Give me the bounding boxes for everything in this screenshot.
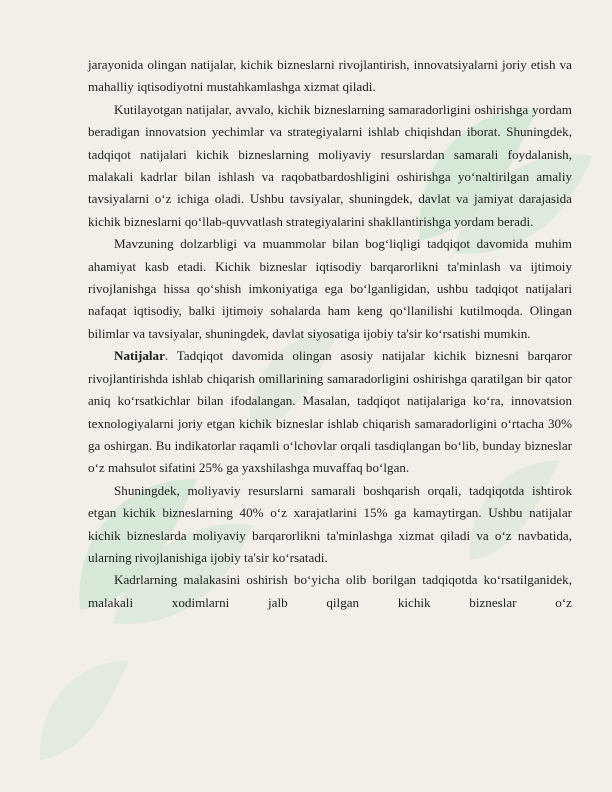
paragraph-text: . Tadqiqot davomida olingan asosiy natijalar kichik biznesni barqaror rivojlantirishda ishlab chiqarish omillarining samaradorligini oshirishga qaratilgan bir qator aniq ko‘rsatkichlar bilan ifodalangan. Masalan, tadqiqot natijalariga ko‘ra, innovatsion texnologiyalarni joriy etgan kichik bizneslar ishlab chiqarish samaradorligini o‘rtacha 30% ga oshirgan. Bu indikatorlar raqamli o‘lchovlar orqali tasdiqlangan bo‘lib, bunday bizneslar o‘z mahsulot sifatini 25% ga yaxshilashga muvaffaq bo‘lgan. (88, 348, 572, 476)
paragraph-text: Mavzuning dolzarbligi va muammolar bilan bog‘liqligi tadqiqot davomida muhim ahamiyat kasb etadi. Kichik bizneslar iqtisodiy barqarorlikni ta'minlash va ijtimoiy rivojlanishga hissa qo‘shish imkoniyatiga ega bo‘lganligidan, ushbu tadqiqot natijalari nafaqat iqtisodiy, balki ijtimoiy sohalarda ham keng qo‘llanilishi kutilmoqda. Olingan bilimlar va tavsiyalar, shuningdek, davlat siyosatiga ijobiy ta'sir ko‘rsatishi mumkin. (88, 236, 572, 341)
paragraph-2 (88, 99, 572, 233)
document-page (88, 54, 572, 614)
results-heading: Natijalar (114, 348, 165, 364)
paragraph-1 (88, 54, 572, 99)
paragraph-text: Kutilayotgan natijalar, avvalo, kichik bizneslarning samaradorligini oshirishga yordam beradigan innovatsion yechimlar va strategiyalarni ishlab chiqishdan iborat. Shuningdek, tadqiqot natijalari kichik bizneslarning moliyaviy resurslardan samarali foydalanish, malakali kadrlar bilan ishlash va raqobatbardoshligini oshirishga yo‘naltirilgan amaliy tavsiyalarni o‘z ichiga oladi. Ushbu tavsiyalar, shuningdek, davlat va jamiyat darajasida kichik bizneslarni qo‘llab-quvvatlash strategiyalarini shakllantirishga yordam beradi. (88, 101, 572, 229)
paragraph-5 (88, 480, 572, 570)
paragraph-3 (88, 233, 572, 345)
paragraph-text: Shuningdek, moliyaviy resurslarni samarali boshqarish orqali, tadqiqotda ishtirok etgan kichik bizneslarning 40% o‘z xarajatlarini 15% ga kamaytirgan. Ushbu natijalar kichik bizneslarda moliyaviy barqarorlikni ta'minlashga xizmat qiladi va o‘z navbatida, ularning rivojlanishiga ijobiy ta'sir ko‘rsatadi. (88, 482, 572, 565)
paragraph-4-results (88, 345, 572, 479)
paragraph-6 (88, 569, 572, 614)
paragraph-text: jarayonida olingan natijalar, kichik bizneslarni rivojlantirish, innovatsiyalarni joriy etish va mahalliy iqtisodiyotni mustahkamlashga xizmat qiladi. (88, 57, 572, 95)
paragraph-text: Kadrlarning malakasini oshirish bo‘yicha olib borilgan tadqiqotda ko‘rsatilganidek, malakali xodimlarni jalb qilgan kichik bizneslar o‘z (88, 572, 572, 610)
